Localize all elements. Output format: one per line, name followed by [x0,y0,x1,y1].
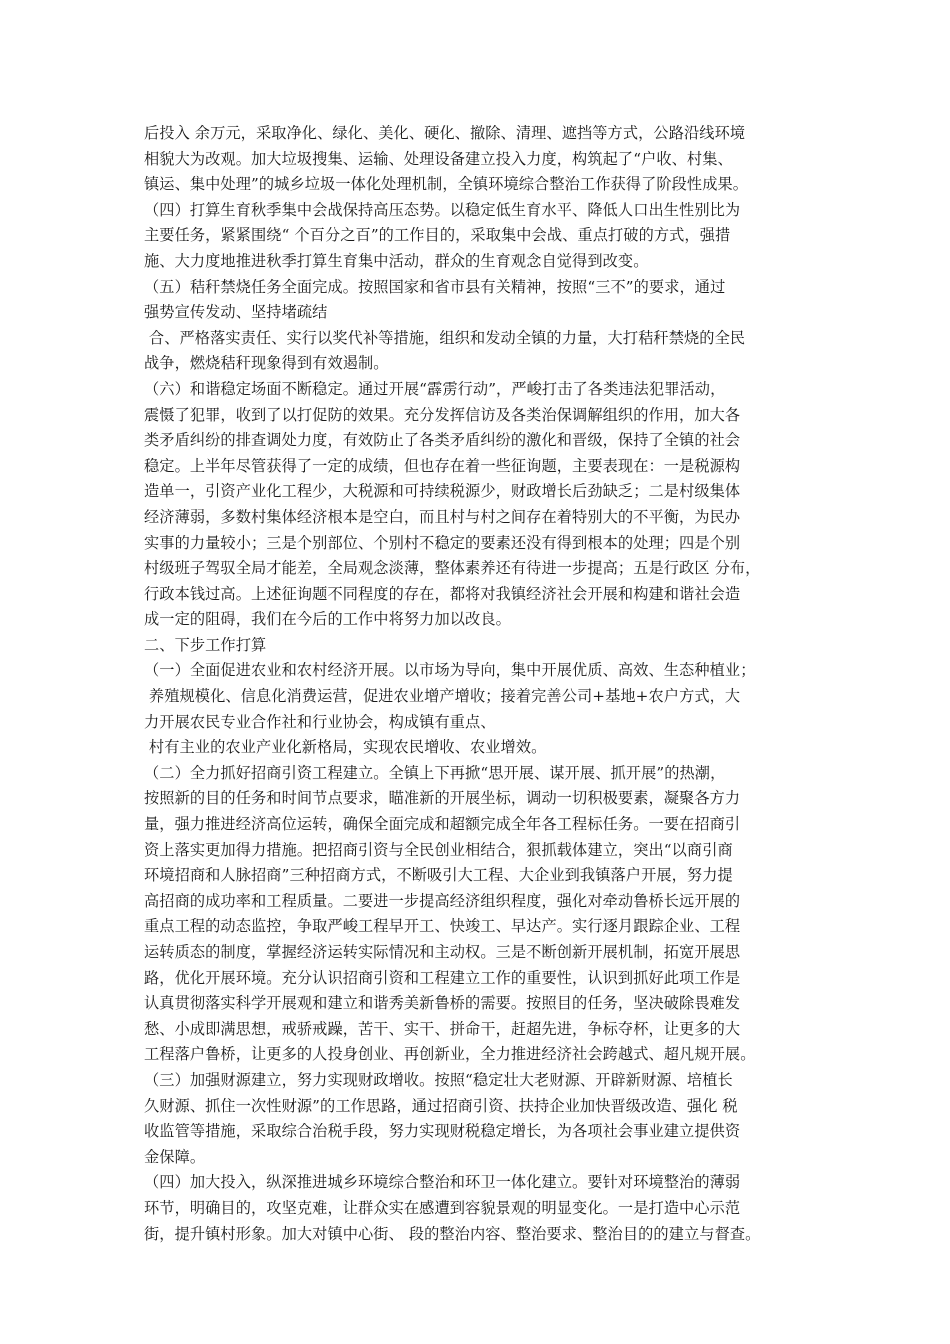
text-line: 实事的力量较小；三是个别部位、个别村不稳定的要素还没有得到根本的处理；四是个别 [144,533,741,552]
text-line: 街，提升镇村形象。加大对镇中心街、 段的整治内容、整治要求、整治目的的建立与督查。 [144,1224,761,1243]
text-line: 强势宣传发动、坚持堵疏结 [144,303,328,322]
text-line: 金保障。 [144,1147,206,1166]
text-line: 养殖规模化、信息化消费运营，促进农业增产增收；接着完善公司+基地+农户方式，大 [144,687,741,706]
section-heading: 二、下步工作打算 [144,635,267,654]
text-line: 路，优化开展环境。充分认识招商引资和工程建立工作的重要性，认识到抓好此项工作是 [144,968,741,987]
text-line: 震慑了犯罪，收到了以打促防的效果。充分发挥信访及各类治保调解组织的作用，加大各 [144,405,741,424]
text-line: 久财源、抓住一次性财源”的工作思路，通过招商引资、扶持企业加快晋级改造、强化 税 [144,1096,738,1115]
text-line: 量，强力推进经济高位运转，确保全面完成和超额完成全年各工程标任务。一要在招商引 [144,815,741,834]
text-line: 高招商的成功率和工程质量。二要进一步提高经济组织程度，强化对牵动鲁桥长远开展的 [144,891,741,910]
text-line: 环节，明确目的，攻坚克难，让群众实在感遭到容貌景观的明显变化。一是打造中心示范 [144,1198,741,1217]
text-line: 重点工程的动态监控，争取严峻工程早开工、快竣工、早达产。实行逐月跟踪企业、工程 [144,917,741,936]
text-line: 村级班子驾驭全局才能差，全局观念淡薄，整体素养还有待进一步提高；五是行政区 分布， [144,559,761,578]
text-line: 相貌大为改观。加大垃圾搜集、运输、处理设备建立投入力度，构筑起了“户收、村集、 [144,149,733,168]
text-line: 主要任务，紧紧围绕“ 个百分之百”的工作目的，采取集中会战、重点打破的方式，强措 [144,226,731,245]
text-line: 收监管等措施，采取综合治税手段，努力实现财税稳定增长，为各项社会事业建立提供资 [144,1122,741,1141]
text-line: 运转质态的制度，掌握经济运转实际情况和主动权。三是不断创新开展机制，拓宽开展思 [144,943,741,961]
text-line: （三）加强财源建立，努力实现财政增收。按照“稳定壮大老财源、开辟新财源、培植长 [144,1070,733,1089]
text-line: 成一定的阻碍，我们在今后的工作中将努力加以改良。 [144,610,511,629]
text-line: 经济薄弱，多数村集体经济根本是空白，而且村与村之间存在着特别大的不平衡，为民办 [144,507,741,526]
text-line: （四）加大投入，纵深推进城乡环境综合整治和环卫一体化建立。要针对环境整治的薄弱 [144,1173,741,1192]
text-line: 镇运、集中处理”的城乡垃圾一体化处理机制，全镇环境综合整治工作获得了阶段性成果。 [144,175,749,194]
text-line: 力开展农民专业合作社和行业协会，构成镇有重点、 [144,712,496,731]
text-line: （二）全力抓好招商引资工程建立。全镇上下再掀“思开展、谋开展、抓开展”的热潮， [144,763,726,782]
text-line: 稳定。上半年尽管获得了一定的成绩，但也存在着一些征询题，主要表现在：一是税源构 [144,456,741,475]
text-line: 行政本钱过高。上述征询题不同程度的存在，都将对我镇经济社会开展和构建和谐社会造 [144,584,741,603]
text-line: （一）全面促进农业和农村经济开展。以市场为导向，集中开展优质、高效、生态种植业； [144,661,756,680]
text-line: （四）打算生育秋季集中会战保持高压态势。以稳定低生育水平、降低人口出生性别比为 [144,200,741,219]
text-line: 愁、小成即满思想，戒骄戒躁，苦干、实干、拼命干，赶超先进，争标夺杯，让更多的大 [144,1019,741,1038]
text-line: 认真贯彻落实科学开展观和建立和谐秀美新鲁桥的需要。按照目的任务，坚决破除畏难发 [144,994,741,1013]
text-line: 按照新的目的任务和时间节点要求，瞄准新的开展坐标，调动一切积极要素，凝聚各方力 [144,789,741,808]
text-line: 施、大力度地推进秋季打算生育集中活动，群众的生育观念自觉得到改变。 [144,251,649,270]
document-body [144,121,824,1247]
text-line: （五）秸秆禁烧任务全面完成。按照国家和省市县有关精神，按照“三不”的要求，通过 [144,277,726,296]
text-line: 环境招商和人脉招商”三种招商方式，不断吸引大工程、大企业到我镇落户开展，努力提 [144,866,733,885]
text-line: 类矛盾纠纷的排查调处力度，有效防止了各类矛盾纠纷的激化和晋级，保持了全镇的社会 [144,431,741,450]
text-line: 资上落实更加得力措施。把招商引资与全民创业相结合，狠抓载体建立，突出“以商引商 [144,840,733,859]
text-line: 战争，燃烧秸秆现象得到有效遏制。 [144,354,389,373]
text-line: 后投入 余万元，采取净化、绿化、美化、硬化、撤除、清理、遮挡等方式，公路沿线环境 [144,124,746,142]
text-line: 村有主业的农业产业化新格局，实现农民增收、农业增效。 [144,738,547,757]
text-line: （六）和谐稳定场面不断稳定。通过开展“霹雳行动”，严峻打击了各类违法犯罪活动， [144,379,726,398]
text-line: 造单一，引资产业化工程少，大税源和可持续税源少，财政增长后劲缺乏；二是村级集体 [144,482,741,501]
text-line: 合、严格落实责任、实行以奖代补等措施，组织和发动全镇的力量，大打秸秆禁烧的全民 [144,328,746,347]
text-line: 工程落户鲁桥，让更多的人投身创业、再创新业，全力推进经济社会跨越式、超凡规开展。 [144,1045,756,1064]
